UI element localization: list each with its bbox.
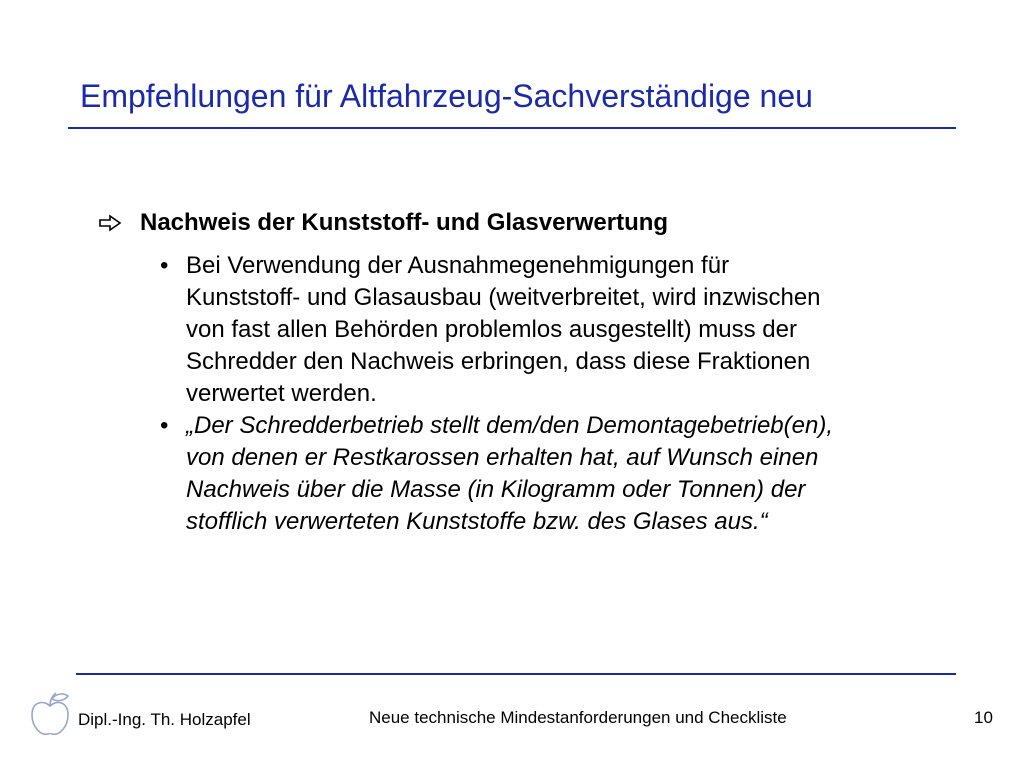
bullet-item [160,250,960,410]
footer-author: Dipl.-Ing. Th. Holzapfel [78,710,251,729]
arrow-right-outline-icon [98,213,122,233]
bullet-quote-text [186,410,960,538]
bullet-line: stofflich verwerteten Kunststoffe bzw. des Glases aus.“ [186,508,768,535]
footer-title: Neue technische Mindestanforderungen und Checkliste [369,708,787,727]
bullet-dot: • [160,412,169,439]
bullet-line: von fast allen Behörden problemlos ausgestellt) muss der [186,316,797,343]
bullet-dot: • [160,252,169,279]
footer-divider [76,673,956,675]
title-divider [68,127,956,129]
section-heading-text: Nachweis der Kunststoff- und Glasverwertung [140,209,669,236]
bullet-line: Schredder den Nachweis erbringen, dass diese Fraktionen [186,348,811,375]
bullet-line: „Der Schredderbetrieb stellt dem/den Demontagebetrieb(en), [186,412,834,439]
bullet-line: Kunststoff- und Glasausbau (weitverbreitet, wird inzwischen [186,284,821,311]
bullet-line: Bei Verwendung der Ausnahmegenehmigungen für [186,252,730,279]
slide-title: Empfehlungen für Altfahrzeug-Sachverständige neu [80,78,813,114]
section-heading [98,209,668,237]
bullet-line: Nachweis über die Masse (in Kilogramm oder Tonnen) der [186,476,806,503]
page-number: 10 [974,708,993,727]
bullet-text [186,250,960,410]
apple-outline-icon [28,690,72,738]
bullet-line: verwertet werden. [186,380,377,407]
bullet-line: von denen er Restkarossen erhalten hat, auf Wunsch einen [186,444,819,471]
bullet-item-quote [160,410,960,538]
